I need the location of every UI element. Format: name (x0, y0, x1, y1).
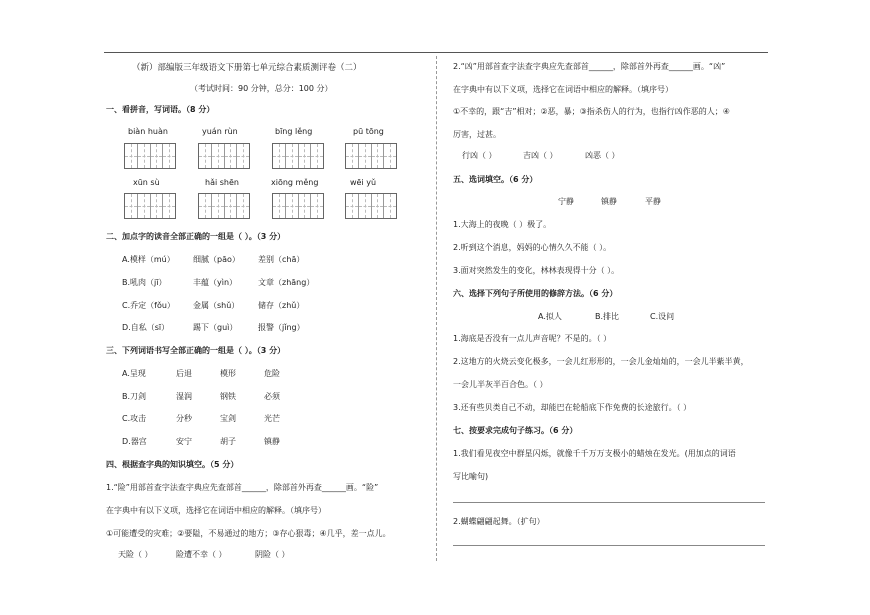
s2-option-c3: 储存（zhǔ） (258, 301, 305, 310)
paper-subtitle: （考试时间：90 分钟，总分：100 分） (190, 84, 333, 93)
s2-option-d1[interactable]: D.自私（sī） (122, 323, 170, 332)
s4-q2-line1: 2.“凶”用部首查字法查字典应先查部首______，除部首外再查______画。“凶” (453, 62, 726, 71)
s4-q1-line3: ①可能遭受的灾难；②要隘，不易通过的地方；③存心狠毒；④几乎，差一点儿。 (106, 529, 391, 538)
s3-c3: 宝剑 (220, 414, 236, 423)
s4-q2-item1[interactable]: 行凶（ ） (462, 151, 497, 160)
s4-q1-line1: 1.“险”用部首查字法查字典应先查部首______，除部首外再查______画。“险” (106, 483, 379, 492)
s3-c1[interactable]: C.攻击 (122, 414, 147, 423)
s5-q2[interactable]: 2.听到这个消息，妈妈的心情久久不能（ ）。 (453, 243, 612, 252)
writing-grid-1[interactable] (124, 143, 176, 169)
section-3-heading: 三、下列词语书写全部正确的一组是（ ）。（3 分） (106, 346, 286, 355)
s4-q2-line3: ①不幸的，跟“吉”相对；②恶，暴；③指杀伤人的行为，也指行凶作恶的人；④ (453, 107, 730, 116)
pinyin-5: xūn sù (133, 178, 160, 187)
s2-option-d3: 报警（jǐng） (258, 323, 305, 332)
s4-q1-line2: 在字典中有以下义项，选择它在词语中相应的解释。（填序号） (106, 506, 326, 515)
s3-a1[interactable]: A.呈现 (122, 369, 146, 378)
s7-q1-answer-line[interactable] (453, 502, 765, 503)
s4-q1-item3[interactable]: 阴险（ ） (255, 550, 290, 559)
s3-b3: 钢铁 (220, 392, 236, 401)
s4-q2-item2[interactable]: 吉凶（ ） (523, 151, 558, 160)
s5-word-2: 镇静 (601, 197, 617, 206)
s4-q1-item1[interactable]: 天险（ ） (118, 550, 153, 559)
s3-a4: 危险 (264, 369, 280, 378)
writing-grid-7[interactable] (272, 193, 324, 219)
s6-option-a: A.拟人 (538, 312, 562, 321)
s5-q1[interactable]: 1.大海上的夜晚（ ）极了。 (453, 220, 552, 229)
s6-q1[interactable]: 1.海底是否没有一点儿声音呢？不是的。（ ） (453, 334, 612, 343)
s4-q2-line4: 厉害，过甚。 (453, 130, 501, 139)
s4-q1-item2[interactable]: 险遭不幸（ ） (176, 550, 227, 559)
writing-grid-2[interactable] (198, 143, 250, 169)
s3-b1[interactable]: B.刀剑 (122, 392, 147, 401)
s2-option-b3: 文章（zhāng） (258, 278, 315, 287)
s3-c2: 分秒 (176, 414, 192, 423)
s2-option-d2: 踢下（guì） (193, 323, 238, 332)
s5-q3[interactable]: 3.面对突然发生的变化，林林表现得十分（ ）。 (453, 266, 620, 275)
s7-q1-line2: 写比喻句) (453, 472, 489, 481)
section-7-heading: 七、按要求完成句子练习。（6 分） (453, 426, 578, 435)
pinyin-4: pū tōng (353, 127, 384, 136)
pinyin-8: wēi yǔ (350, 178, 377, 187)
s2-option-c2: 金属（shǔ） (193, 301, 240, 310)
s6-q2-line2[interactable]: 一会儿半灰半百合色。（ ） (453, 380, 548, 389)
column-divider (436, 56, 437, 561)
s6-option-b: B.排比 (595, 312, 620, 321)
s3-d1[interactable]: D.器宫 (122, 437, 147, 446)
s3-a2: 后退 (176, 369, 192, 378)
s6-option-c: C.设问 (650, 312, 675, 321)
s2-option-b1[interactable]: B.吼肉（jī） (122, 278, 167, 287)
s2-option-a3: 差别（chā） (258, 255, 305, 264)
writing-grid-8[interactable] (345, 193, 397, 219)
s3-b2: 湿润 (176, 392, 192, 401)
s4-q2-line2: 在字典中有以下义项，选择它在词语中相应的解释。（填序号） (453, 85, 673, 94)
s3-a3: 模形 (220, 369, 236, 378)
paper-title: （新）部编版三年级语文下册第七单元综合素质测评卷（二） (132, 63, 362, 73)
section-1-heading: 一、看拼音，写词语。（8 分） (106, 105, 215, 114)
s7-q2-answer-line[interactable] (453, 545, 765, 546)
top-rule (104, 52, 768, 53)
section-5-heading: 五、选词填空。（6 分） (453, 175, 538, 184)
s2-option-c1[interactable]: C.乔定（fǒu） (122, 301, 175, 310)
pinyin-2: yuán rùn (202, 127, 238, 136)
s4-q2-item3[interactable]: 凶恶（ ） (585, 151, 620, 160)
s2-option-b2: 丰蕴（yìn） (193, 278, 238, 287)
writing-grid-4[interactable] (345, 143, 397, 169)
section-4-heading: 四、根据查字典的知识填空。（5 分） (106, 460, 239, 469)
section-2-heading: 二、加点字的读音全部正确的一组是（ ）。（3 分） (106, 232, 286, 241)
pinyin-1: biàn huàn (128, 127, 168, 136)
s2-option-a2: 细腻（pāo） (193, 255, 240, 264)
pinyin-6: hǎi shēn (205, 178, 239, 187)
s5-word-3: 平静 (645, 197, 661, 206)
s7-q2: 2.蝴蝶翩翩起舞。（扩句） (453, 517, 545, 526)
s3-c4: 光芒 (264, 414, 280, 423)
s3-d4: 镇静 (264, 437, 280, 446)
pinyin-7: xiōng měng (271, 178, 319, 187)
writing-grid-3[interactable] (272, 143, 324, 169)
s3-d2: 安宁 (176, 437, 192, 446)
s7-q1-line1: 1.我们看见夜空中群星闪烁，就像千千万万支极小的蜡烛在发光。(用加点的词语 (453, 449, 736, 458)
s5-word-1: 宁静 (558, 197, 574, 206)
writing-grid-5[interactable] (124, 193, 176, 219)
s3-d3: 胡子 (220, 437, 236, 446)
s6-q2-line1: 2.这地方的火烧云变化极多，一会儿红形形的，一会儿金灿灿的，一会儿半紫半黄， (453, 357, 749, 366)
s3-b4: 必须 (264, 392, 280, 401)
s2-option-a1[interactable]: A.模样（mú） (122, 255, 175, 264)
section-6-heading: 六、选择下列句子所使用的修辞方法。（6 分） (453, 289, 618, 298)
pinyin-3: bīng lěng (275, 127, 313, 136)
writing-grid-6[interactable] (198, 193, 250, 219)
s6-q3[interactable]: 3.还有些贝类自己不动，却能巴在轮船底下作免费的长途旅行。（ ） (453, 403, 692, 412)
